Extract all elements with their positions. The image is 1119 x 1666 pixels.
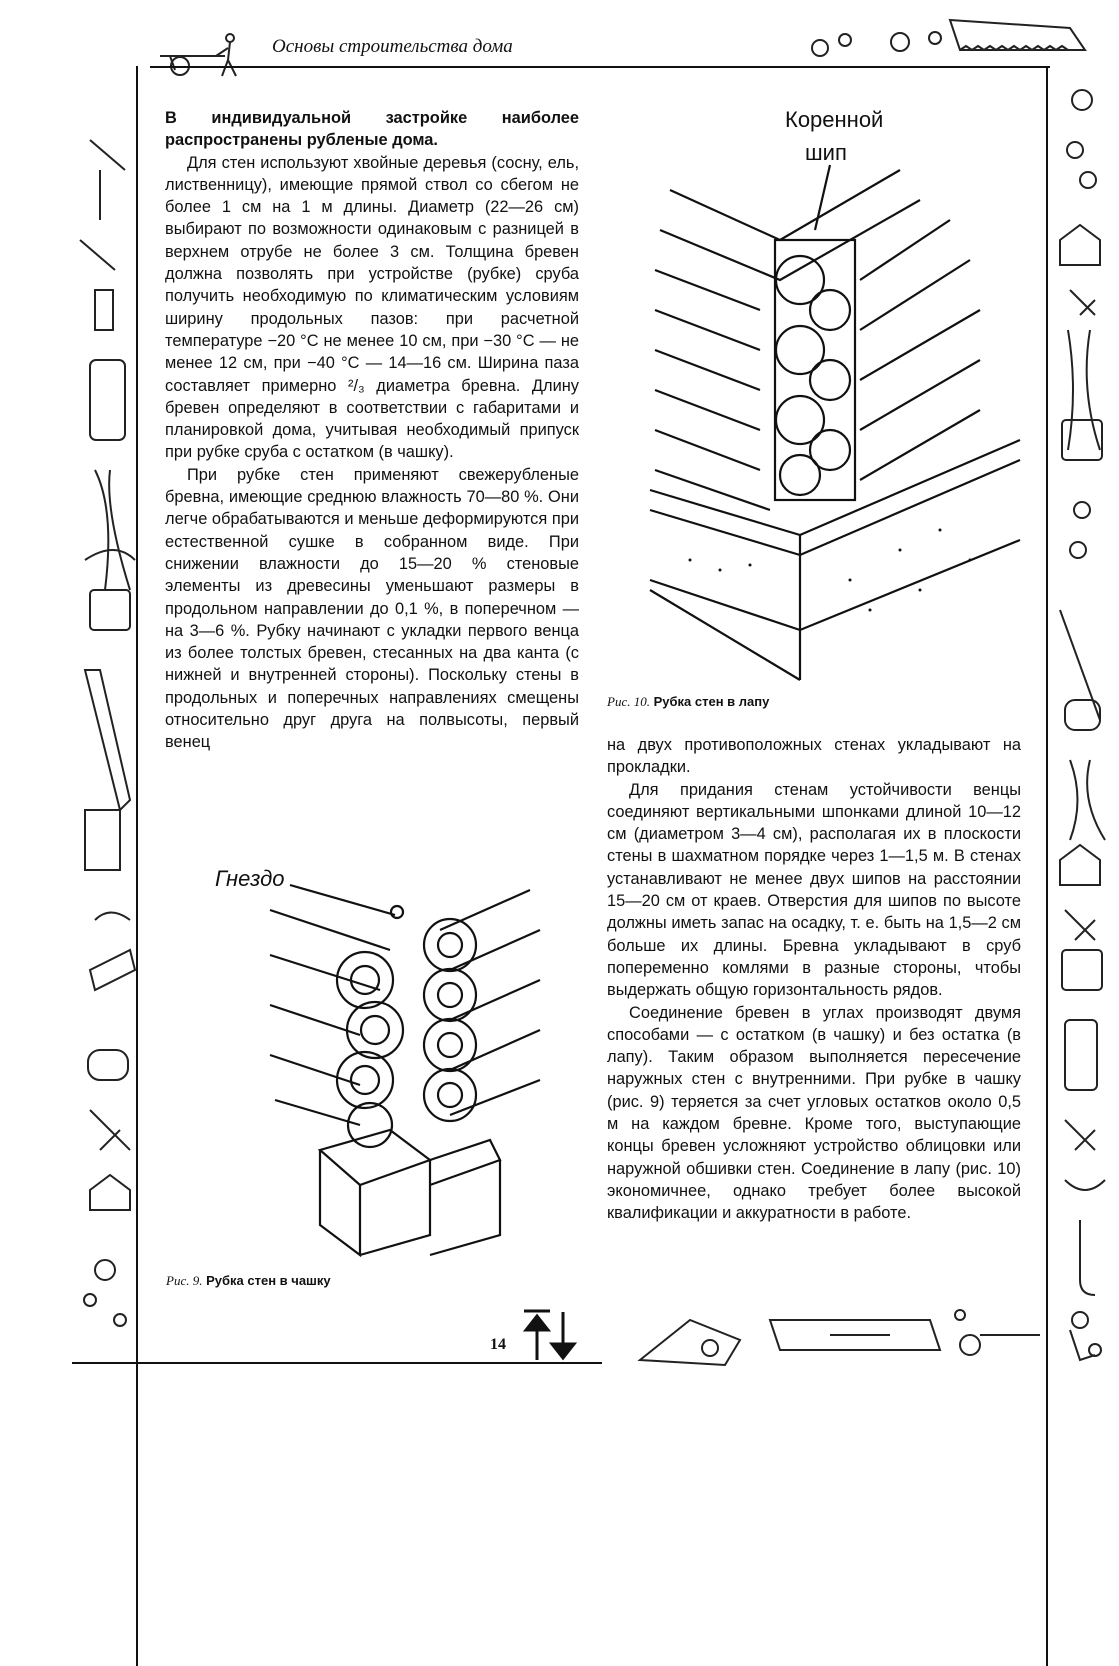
- right-text-column: [607, 734, 1021, 1225]
- fig10-caption-number: Рис. 10.: [607, 694, 650, 709]
- paragraph: Соединение бревен в углах производят двумя способами — с остатком (в чашку) и без остатка (в лапу). Таким образом выполняется пересечение наружных стен с внутренними. При рубке в чашку (рис. 9) теряется за счет угловых остатков около 0,5 м на каждом бревне. Кроме того, выступающие концы бревен усложняют устройство облицовки или наружной обшивки стен. Соединение в лапу (рис. 10) экономичнее, однако требует более высокой квалификации и аккуратности в работе.: [607, 1003, 1021, 1223]
- fig9-caption-number: Рис. 9.: [166, 1273, 203, 1288]
- paragraph: Для придания стенам устойчивости венцы соединяют вертикальными шпонками длиной 10—12 см (диаметром 3—4 см), располагая их в плоскости стены в шахматном порядке через 1—1,5 м. В стенах устанавливают не менее двух шипов на расстоянии 15—20 см от краев. Отверстия для шипов по высоте должны иметь запас на осадку, т. е. быть на 1,5—2 см больше их длины. Бревна укладывают в сруб попеременно комлями в разные стороны, чтобы выдержать общую горизонтальность рядов.: [607, 780, 1021, 1000]
- fig10-callout-line1: Коренной: [785, 107, 884, 132]
- right-margin-tools-icon: [1050, 70, 1115, 1370]
- fig10-callout-line2: шип: [805, 140, 847, 165]
- left-text-column: [165, 107, 579, 754]
- fig9-caption: [166, 1273, 331, 1289]
- saw-flowers-icon: [800, 10, 1100, 70]
- up-down-arrows-icon: [520, 1308, 580, 1362]
- lead-paragraph: В индивидуальной застройке наиболее распространены рубленые дома.: [165, 109, 579, 150]
- frame-right-line: [1046, 66, 1048, 1666]
- page-number: 14: [490, 1336, 506, 1353]
- fig10-lap-joint-drawing: [600, 160, 1040, 690]
- paragraph: на двух противоположных стенах укладывают на прокладки.: [607, 736, 1021, 777]
- running-header-title: Основы строительства дома: [272, 36, 513, 57]
- fig9-caption-text: Рубка стен в чашку: [206, 1273, 331, 1288]
- frame-top-line: [150, 66, 1050, 68]
- paragraph: Для стен используют хвойные деревья (сосну, ель, лиственницу), имеющие прямой ствол со сбегом не более 1 см на 1 м длины. Диаметр (22—26 см) выбирают по возможности одинаковым с разницей в верхнем отрубе не более 3 см. Толщина бревен должна позволять при устройстве (рубке) сруба получить необходимую по климатическим условиям ширину продольных пазов: при расчетной температуре −20 °С не менее 10 см, при −30 °С — не менее 12 см, при −40 °С — 14—16 см. Ширина паза составляет примерно ²/₃ диаметра бревна. Длину бревен определяют в соответствии с габаритами и планировкой дома, учитывая необходимый припуск при рубке сруба с остатком (в чашку).: [165, 153, 579, 462]
- paragraph: При рубке стен применяют свежерубленые бревна, имеющие среднюю влажность 70—80 %. Они легче обрабатываются и меньше деформируются при естественной сушке в собранном виде. При снижении влажности до 15—20 % стеновые элементы из древесины уменьшают размеры в продольном направлении до 0,1 %, в поперечном — на 3—6 %. Рубку начинают с укладки первого венца из более толстых бревен, стесанных на два канта (с нижней и внутренней стороны). Поскольку стены в продольных и поперечных направлениях смещены относительно друг друга на полвысоты, первый венец: [165, 465, 579, 752]
- bottom-right-tools-icon: [630, 1300, 1100, 1380]
- wheelbarrow-worker-icon: [150, 30, 250, 80]
- fig10-caption: [607, 694, 769, 710]
- fig9-callout: Гнездо: [215, 866, 285, 891]
- fig10-caption-text: Рубка стен в лапу: [653, 694, 770, 709]
- frame-bottom-line: [72, 1362, 602, 1364]
- fig9-saddle-notch-drawing: [260, 860, 560, 1260]
- left-margin-tools-icon: [70, 110, 140, 1340]
